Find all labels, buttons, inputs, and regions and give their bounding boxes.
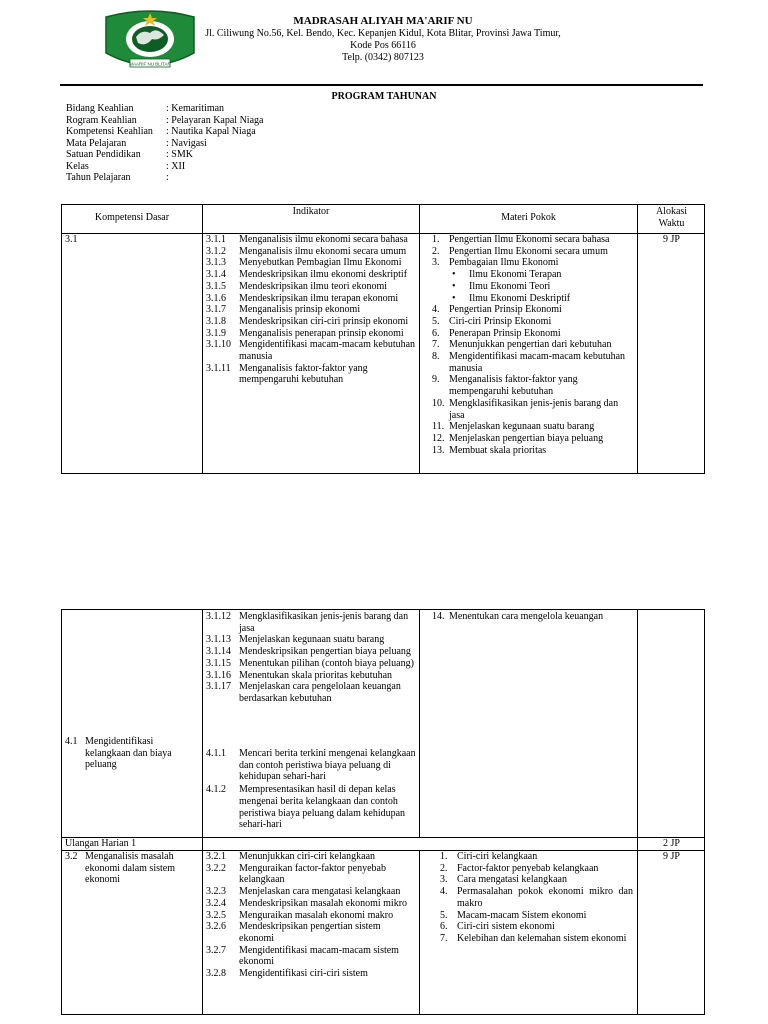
indicator-text: Mendeskripsikan ilmu terapan ekonomi (239, 292, 399, 304)
materi-item (432, 611, 634, 623)
indicator-text: Mencari berita terkini mengenai kelangkaan dan contoh peristiwa biaya peluang di kehidupan sehari-hari (239, 748, 416, 783)
kd-3-2 (65, 851, 197, 886)
indicator-number: 3.1.13 (206, 634, 231, 646)
indicator-item (206, 234, 416, 246)
materi-number: 11. (432, 421, 445, 433)
indicator-number: 3.1.16 (206, 669, 231, 681)
indicator-text: Mengidentifikasi ciri-ciri sistem (239, 968, 368, 980)
materi-number: 4. (440, 886, 448, 898)
materi-list (432, 611, 634, 623)
materi-item (432, 351, 634, 374)
table-part-2 (61, 609, 705, 1015)
indicator-list (206, 611, 416, 705)
indicator-list (206, 234, 416, 386)
indicator-item (206, 910, 416, 922)
meta-row (66, 149, 263, 161)
indicator-text: Menganalisis ilmu ekonomi secara bahasa (239, 234, 408, 245)
indicator-number: 3.2.1 (206, 851, 226, 862)
header-indikator: Indikator (292, 206, 330, 217)
indicator-number: 3.1.8 (206, 315, 226, 327)
ulangan-row-mask-2 (203, 838, 637, 850)
materi-item (440, 886, 633, 909)
materi-text: Mengidentifikasi macam-macam kebutuhan manusia (449, 351, 626, 374)
materi-number: 1. (440, 851, 448, 862)
materi-text: Kelebihan dan kelemahan sistem ekonomi (457, 932, 627, 944)
materi-item (440, 863, 633, 875)
indicator-text: Menguraikan factor-faktor penyebab kelangkaan (239, 862, 386, 886)
materi-item (432, 304, 634, 316)
kd-text: Mengidentifikasi kelangkaan dan biaya peluang (85, 736, 172, 771)
materi-number: 8. (432, 351, 440, 363)
indicator-number: 3.1.3 (206, 257, 226, 269)
indicator-text: Menganalisis faktor-faktor yang mempengaruhi kebutuhan (239, 362, 368, 386)
indicator-number: 3.2.6 (206, 921, 226, 933)
materi-text: Pengertian Ilmu Ekonomi secara bahasa (449, 234, 610, 245)
indicator-number: 3.1.1 (206, 234, 226, 245)
materi-text: Membuat skala prioritas (449, 444, 547, 456)
meta-row (66, 138, 263, 150)
indicator-list (206, 851, 416, 980)
kd-item (65, 736, 195, 771)
indicator-item (206, 339, 416, 362)
materi-number: 12. (432, 432, 445, 444)
indicator-number: 3.1.6 (206, 292, 226, 304)
indicator-item (206, 246, 416, 258)
materi-subitem (432, 269, 634, 281)
indicator-item (206, 748, 416, 783)
indicator-number: 3.1.10 (206, 339, 231, 351)
bullet-icon: • (452, 280, 456, 292)
indicator-item (206, 281, 416, 293)
materi-number: 6. (440, 921, 448, 933)
indicator-text: Mendeskripsikan pengertian biaya peluang (239, 646, 411, 658)
indicator-number: 4.1.1 (206, 748, 226, 759)
materi-text: Menentukan cara mengelola keuangan (449, 611, 604, 622)
meta-row (66, 172, 263, 184)
meta-key: Bidang Keahlian (66, 103, 134, 114)
materi-text: Mengklasifikasikan jenis-jenis barang dan jasa (449, 397, 619, 421)
materi-number: 6. (432, 327, 440, 339)
materi-text: Menjelaskan pengertian biaya peluang (449, 432, 604, 444)
indicator-text: Mempresentasikan hasil di depan kelas mengenai berita kelangkaan dan contoh peristiwa biaya peluang dalam kehidupan sehari-hari (239, 784, 406, 831)
materi-item (432, 316, 634, 328)
materi-number: 2. (440, 862, 448, 874)
logo-banner-text: MAARIF NU BLITAR (129, 61, 171, 67)
materi-item (432, 374, 634, 397)
materi-number: 5. (440, 909, 448, 921)
indicator-number: 3.2.7 (206, 944, 226, 956)
materi-number: 7. (432, 339, 440, 351)
materi-text: Ciri-ciri sistem ekonomi (457, 921, 555, 933)
materi-text: Menjelaskan kegunaan suatu barang (449, 421, 595, 433)
indicator-item (206, 316, 416, 328)
meta-key: Rogram Keahlian (66, 114, 137, 126)
meta-key: Tahun Pelajaran (66, 172, 131, 183)
materi-text: Penerapan Prinsip Ekonomi (449, 327, 561, 339)
indicator-item (206, 658, 416, 670)
indicator-item (206, 898, 416, 910)
indicator-text: Mengklasifikasikan jenis-jenis barang dan jasa (239, 611, 409, 634)
meta-key: Satuan Pendidikan (66, 149, 141, 160)
materi-text: Ciri-ciri Prinsip Ekonomi (449, 315, 552, 327)
indicator-number: 3.2.8 (206, 968, 226, 980)
meta-value: : (166, 172, 169, 183)
materi-item (440, 874, 633, 886)
kd-number: 4.1 (65, 736, 78, 747)
meta-value: : Pelayaran Kapal Niaga (166, 114, 264, 126)
indicator-number: 3.1.4 (206, 269, 226, 281)
meta-row (66, 161, 263, 173)
indicator-number: 3.1.12 (206, 611, 231, 622)
indicator-item (206, 968, 416, 980)
indicator-item (206, 293, 416, 305)
indicator-text: Menguraikan masalah ekonomi makro (239, 909, 394, 921)
bullet-icon: • (452, 292, 456, 304)
materi-item (440, 921, 633, 933)
materi-text: Pengertian Ilmu Ekonomi secara umum (449, 245, 608, 257)
indicator-item (206, 257, 416, 269)
materi-number: 10. (432, 397, 445, 409)
column-divider (637, 610, 638, 1014)
indicator-item (206, 304, 416, 316)
meta-key: Kompetensi Keahlian (66, 126, 153, 137)
meta-value: : Kemaritiman (166, 103, 225, 114)
kd-number: 3.2 (65, 851, 78, 862)
indicator-item (206, 611, 416, 634)
materi-number: 3. (432, 257, 440, 269)
indicator-text: Menjelaskan kegunaan suatu barang (239, 634, 385, 646)
address-line-1: Jl. Ciliwung No.56, Kel. Bendo, Kec. Kepanjen Kidul, Kota Blitar, Provinsi Jawa Timur, (205, 28, 561, 39)
materi-number: 2. (432, 245, 440, 257)
indicator-number: 3.1.14 (206, 646, 231, 658)
indicator-item (206, 328, 416, 340)
table-part-1 (61, 204, 705, 474)
column-divider (419, 610, 420, 1014)
bullet-icon: • (452, 269, 456, 281)
meta-value: : SMK (166, 149, 193, 160)
phone: Telp. (0342) 807123 (342, 52, 424, 63)
indicator-text: Menyebutkan Pembagian Ilmu Ekonomi (239, 257, 402, 269)
indicator-item (206, 670, 416, 682)
indicator-text: Mendeskripsikan pengertian sistem ekonomi (239, 921, 381, 944)
materi-number: 9. (432, 374, 440, 386)
materi-item (440, 851, 633, 863)
materi-list (432, 234, 634, 456)
kd-number: 3.1 (65, 234, 78, 245)
indicator-text: Mendeskripsikan masalah ekonomi mikro (239, 897, 408, 909)
indicator-number: 3.1.5 (206, 280, 226, 292)
indicator-text: Mendeskripsikan ilmu ekonomi deskriptif (239, 269, 408, 281)
header-alokasi-line-2: Waktu (658, 217, 685, 229)
indicator-text: Menentukan pilihan (contoh biaya peluang) (239, 657, 414, 669)
indicator-item (206, 921, 416, 944)
meta-row (66, 126, 263, 138)
column-divider (419, 205, 420, 473)
indicator-number: 3.1.17 (206, 681, 231, 693)
meta-key: Kelas (66, 160, 89, 172)
indicator-item (206, 363, 416, 386)
indicator-item (206, 681, 416, 704)
materi-number: 7. (440, 932, 448, 944)
indicator-number: 3.1.2 (206, 245, 226, 257)
kd-item (65, 851, 197, 886)
materi-number: 3. (440, 874, 448, 886)
materi-item (432, 328, 634, 340)
materi-item (432, 246, 634, 258)
meta-key: Mata Pelajaran (66, 137, 127, 149)
indicator-text: Menjelaskan cara pengelolaan keuangan berdasarkan kebutuhan (239, 681, 401, 704)
indicator-text: Mendeskripsikan ilmu teori ekonomi (239, 280, 388, 292)
column-divider (202, 610, 203, 1014)
materi-subitem (432, 293, 634, 305)
indicator-text: Mengidentifikasi macam-macam sistem ekonomi (239, 944, 399, 968)
materi-item (432, 257, 634, 269)
ulangan-alokasi: 2 JP (663, 838, 680, 849)
indicator-item (206, 634, 416, 646)
materi-text: Permasalahan pokok ekonomi mikro dan makro (457, 886, 633, 909)
header-materi-pokok: Materi Pokok (501, 212, 556, 223)
meta-info (66, 103, 263, 184)
materi-number: 5. (432, 315, 440, 327)
indicator-number: 3.2.2 (206, 862, 226, 874)
meta-value: : Nautika Kapal Niaga (166, 126, 256, 137)
materi-text: Macam-macam Sistem ekonomi (457, 909, 587, 921)
meta-row (66, 103, 263, 115)
materi-number: 14. (432, 611, 445, 622)
indicator-text: Menjelaskan cara mengatasi kelangkaan (239, 886, 401, 898)
materi-text: Ciri-ciri kelangkaan (457, 851, 538, 862)
indicator-number: 3.2.4 (206, 897, 226, 909)
alokasi-value: 9 JP (663, 234, 680, 245)
letterhead (205, 14, 561, 64)
materi-text: Menganalisis faktor-faktor yang mempengaruhi kebutuhan (449, 374, 578, 398)
kd-text: Menganalisis masalah ekonomi dalam sistem ekonomi (85, 851, 175, 886)
materi-number: 4. (432, 304, 440, 316)
kd-4-1 (65, 736, 195, 771)
materi-number: 13. (432, 444, 445, 456)
indicator-list (206, 748, 416, 831)
materi-item (432, 339, 634, 351)
address-line-2: Kode Pos 66116 (350, 40, 416, 51)
materi-item (432, 421, 634, 433)
indicator-number: 4.1.2 (206, 784, 226, 796)
school-logo (100, 7, 200, 75)
indicator-item (206, 646, 416, 658)
materi-text: Factor-faktor penyebab kelangkaan (457, 862, 599, 874)
indicator-item (206, 784, 416, 831)
meta-value: : XII (166, 160, 186, 172)
materi-number: 1. (432, 234, 440, 245)
materi-text: Cara mengatasi kelangkaan (457, 874, 567, 886)
materi-item (440, 910, 633, 922)
materi-text: Pengertian Prinsip Ekonomi (449, 304, 562, 316)
indicator-number: 3.1.9 (206, 327, 226, 339)
kd-3-2-alokasi: 9 JP (663, 851, 680, 862)
indicator-number: 3.2.5 (206, 909, 226, 921)
materi-subitem-text: Ilmu Ekonomi Teori (469, 280, 551, 292)
school-name: MADRASAH ALIYAH MA'ARIF NU (293, 15, 473, 27)
materi-item (432, 234, 634, 246)
indicator-text: Mendeskripsikan ciri-ciri prinsip ekonomi (239, 315, 409, 327)
materi-item (432, 433, 634, 445)
indicator-number: 3.1.15 (206, 657, 231, 669)
materi-subitem-text: Ilmu Ekonomi Terapan (469, 269, 562, 281)
materi-item (440, 933, 633, 945)
indicator-item (206, 863, 416, 886)
indicator-number: 3.1.7 (206, 304, 226, 316)
ulangan-label: Ulangan Harian 1 (65, 838, 137, 849)
materi-subitem-text: Ilmu Ekonomi Deskriptif (469, 292, 571, 304)
meta-value: : Navigasi (166, 137, 207, 149)
materi-item (432, 398, 634, 421)
header-alokasi-line-1: Alokasi (655, 206, 688, 217)
indicator-number: 3.2.3 (206, 886, 226, 898)
indicator-item (206, 886, 416, 898)
indicator-text: Menganalisis penerapan prinsip ekonomi (239, 327, 404, 339)
header-alokasi-waktu (638, 206, 705, 229)
indicator-item (206, 269, 416, 281)
header-kompetensi-dasar: Kompetensi Dasar (94, 212, 170, 223)
document-title: PROGRAM TAHUNAN (331, 91, 437, 102)
materi-list (440, 851, 633, 945)
indicator-text: Menunjukkan ciri-ciri kelangkaan (239, 851, 376, 862)
indicator-number: 3.1.11 (206, 362, 231, 374)
indicator-text: Mengidentifikasi macam-macam kebutuhan manusia (239, 339, 416, 363)
column-divider (202, 205, 203, 473)
indicator-item (206, 851, 416, 863)
meta-row (66, 115, 263, 127)
materi-subitem (432, 281, 634, 293)
indicator-text: Menganalisis ilmu ekonomi secara umum (239, 245, 407, 257)
materi-text: Menunjukkan pengertian dari kebutuhan (449, 339, 612, 351)
materi-text: Pembagaian Ilmu Ekonomi (449, 257, 559, 269)
indicator-text: Menentukan skala prioritas kebutuhan (239, 669, 393, 681)
indicator-text: Menganalisis prinsip ekonomi (239, 304, 361, 316)
materi-item (432, 445, 634, 457)
letterhead-divider (60, 84, 703, 86)
indicator-item (206, 945, 416, 968)
